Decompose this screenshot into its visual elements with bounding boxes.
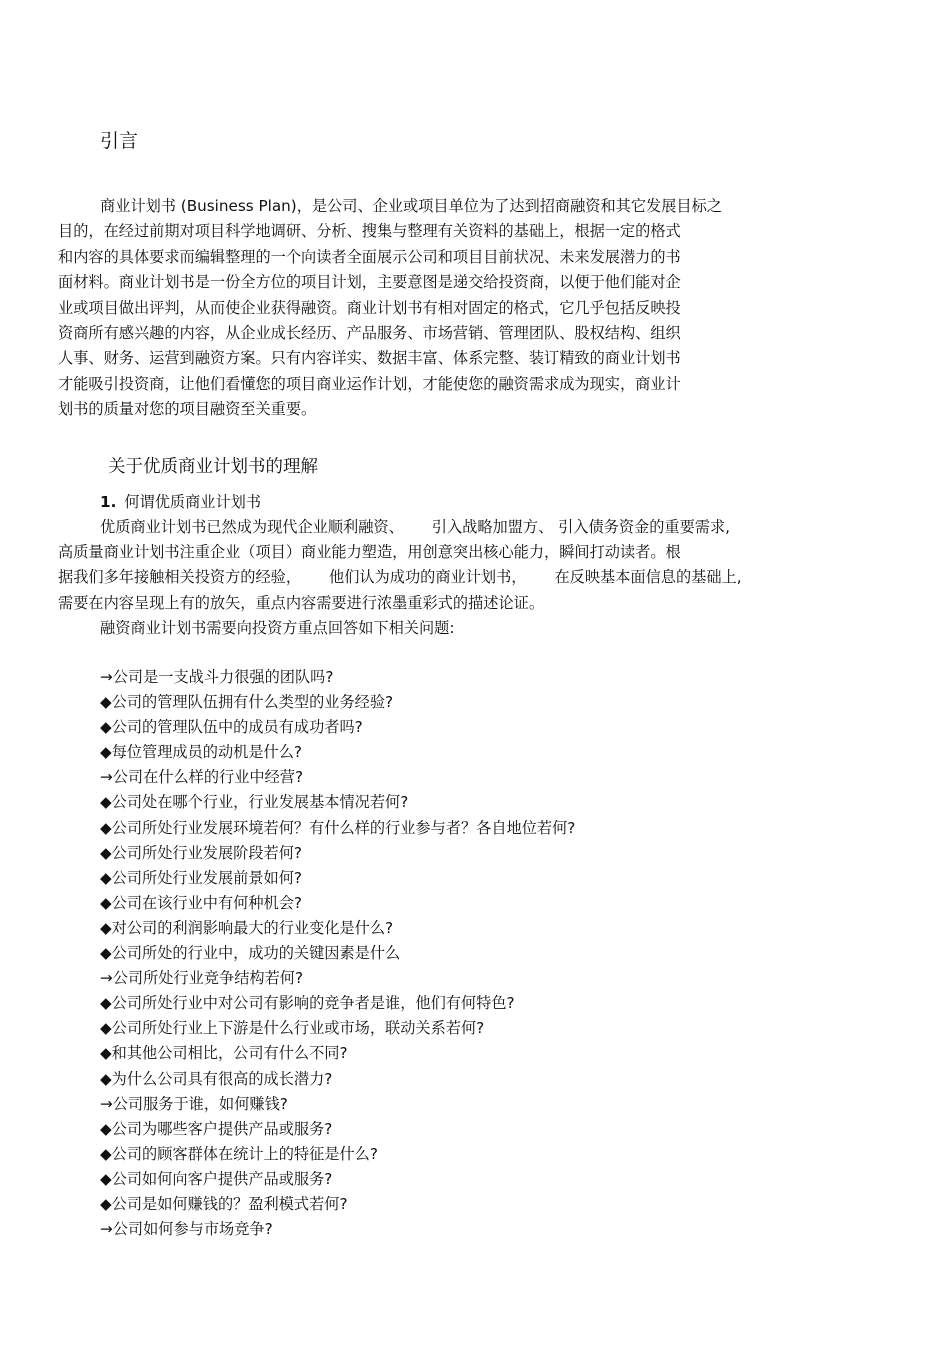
section-line: 需要在内容呈现上有的放矢，重点内容需要进行浓墨重彩式的描述论证。 [58,593,544,612]
question-item: →公司在什么样的行业中经营? [100,768,304,787]
question-item: ◆公司的管理队伍中的成员有成功者吗? [100,718,363,737]
question-item: ◆公司所处行业发展前景如何? [100,868,302,887]
question-item: ◆公司所处行业中对公司有影响的竞争者是谁，他们有何特色? [100,994,515,1013]
intro-line: 和内容的具体要求而编辑整理的一个向读者全面展示公司和项目目前状况、未来发展潜力的书 [58,247,681,266]
intro-line: 资商所有感兴趣的内容，从企业成长经历、产品服务、市场营销、管理团队、股权结构、组织 [58,324,681,343]
intro-line: 目的，在经过前期对项目科学地调研、分析、搜集与整理有关资料的基础上，根据一定的格式 [58,222,681,241]
question-item: ◆公司所处行业上下游是什么行业或市场，联动关系若何? [100,1019,485,1038]
question-item: ◆公司是如何赚钱的？盈利模式若何? [100,1194,348,1213]
question-item: ◆公司所处行业发展环境若何？有什么样的行业参与者？各自地位若何? [100,818,576,837]
intro-line: 商业计划书 (Business Plan)，是公司、企业或项目单位为了达到招商融资和其它发展目标之 [100,197,722,215]
subsection-number: 1. [100,493,117,511]
section-line [58,515,848,540]
section-line-part: 引入战略加盟方、 引入债务资金的重要需求, [431,518,730,536]
intro-line: 业或项目做出评判，从而使企业获得融资。商业计划书有相对固定的格式，它几乎包括反映投 [58,298,681,317]
section-line: 融资商业计划书需要向投资方重点回答如下相关问题: [100,618,455,637]
question-item: ◆对公司的利润影响最大的行业变化是什么? [100,918,394,937]
question-item: ◆公司为哪些客户提供产品或服务? [100,1119,333,1138]
intro-line: 划书的质量对您的项目融资至关重要。 [58,400,317,419]
question-item: ◆公司在该行业中有何种机会? [100,893,302,912]
question-item: ◆每位管理成员的动机是什么? [100,743,302,762]
intro-line: 人事、财务、运营到融资方案。只有内容详实、数据丰富、体系完整、装订精致的商业计划书 [58,349,681,368]
question-item: ◆公司的管理队伍拥有什么类型的业务经验? [100,693,394,712]
intro-paragraph [58,194,828,423]
section-line-part: 优质商业计划书已然成为现代企业顺利融资、 [100,518,404,536]
question-item: ◆为什么公司具有很高的成长潜力? [100,1069,333,1088]
section-heading: 关于优质商业计划书的理解 [108,457,318,477]
question-item: ◆公司处在哪个行业，行业发展基本情况若何? [100,793,409,812]
section-line [58,565,848,590]
section-line-part: 据我们多年接触相关投资方的经验， [58,568,301,587]
subsection-heading [100,490,261,515]
question-item: ◆公司的顾客群体在统计上的特征是什么? [100,1144,378,1163]
intro-heading: 引言 [100,130,139,152]
question-item: ◆和其他公司相比，公司有什么不同? [100,1044,348,1063]
subsection-title: 何谓优质商业计划书 [124,493,262,511]
question-list [100,665,575,1242]
section-line-part: 在反映基本面信息的基础上, [554,568,742,587]
question-item: →公司如何参与市场竞争? [100,1220,273,1239]
question-item: ◆公司所处的行业中，成功的关键因素是什么 [100,944,401,963]
intro-line: 面材料。商业计划书是一份全方位的项目计划，主要意图是递交给投资商，以便于他们能对企 [58,273,681,292]
intro-line: 才能吸引投资商，让他们看懂您的项目商业运作计划，才能使您的融资需求成为现实，商业计 [58,374,681,393]
question-item: ◆公司所处行业发展阶段若何? [100,843,302,862]
section-paragraph [58,515,848,641]
question-item: →公司所处行业竞争结构若何? [100,969,304,988]
question-item: →公司服务于谁，如何赚钱? [100,1094,288,1113]
question-item: →公司是一支战斗力很强的团队吗? [100,668,334,686]
question-item: ◆公司如何向客户提供产品或服务? [100,1169,333,1188]
section-line: 高质量商业计划书注重企业（项目）商业能力塑造，用创意突出核心能力，瞬间打动读者。根 [58,543,681,562]
section-line-part: 他们认为成功的商业计划书， [329,568,527,587]
